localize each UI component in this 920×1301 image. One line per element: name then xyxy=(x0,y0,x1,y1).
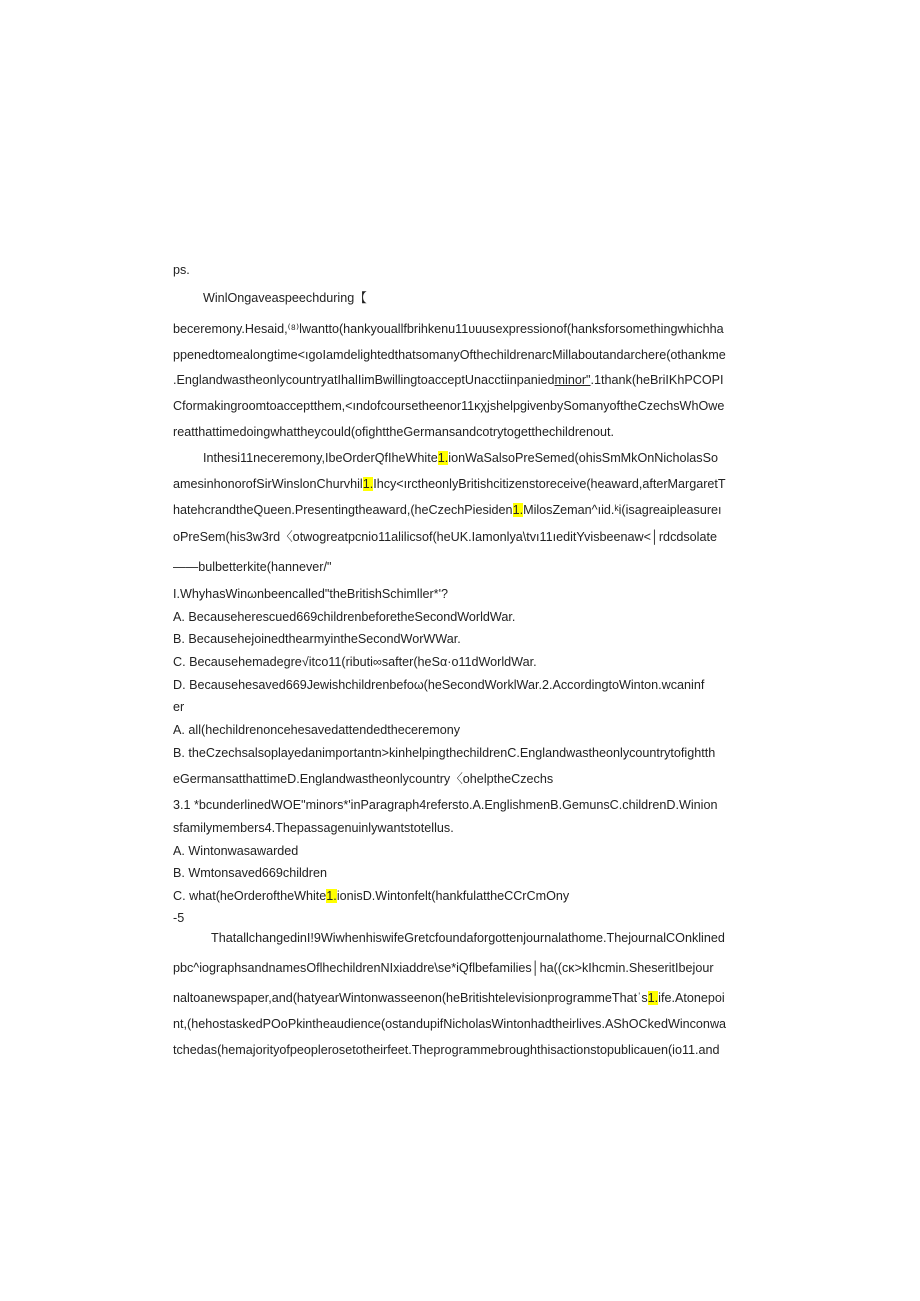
text-segment: ionisD.Wintonfelt(hankfulattheCCrCmOny xyxy=(336,889,570,903)
text-line: tchedas(hemajorityofpeoplerosetotheirfeet.Theprogrammebroughthisactionstopublicauen(io11.and xyxy=(173,1043,720,1057)
text-segment: hatehcrandtheQueen.Presentingtheaward,(heCzechPiesiden xyxy=(173,503,513,517)
option-b: B. theCzechsalsoplayedanimportantn>kinhelpingthechildrenC.Englandwastheonlycountrytofightth xyxy=(173,746,716,760)
highlighted-text: 1. xyxy=(647,991,659,1005)
text-line: oPreSem(his3w3rd〈otwogreatpcnio11alilicsof(heUK.Iamonlya\tvı11ıeditYvisbeenaw<│rdcdsolate xyxy=(173,530,717,544)
option-b: B. Wmtonsaved669children xyxy=(173,866,328,880)
option-a: A. Becauseherescued669childrenbeforetheSecondWorldWar. xyxy=(173,610,516,624)
question-3: 3.1 *bcunderlinedWOE"minors*'inParagraph4refersto.A.EnglishmenB.GemunsC.childrenD.Winion xyxy=(173,798,718,812)
text-line: er xyxy=(173,700,185,714)
text-line: pbc^iographsandnamesOflhechildrenNIxiaddre\se*iQflbefamilies│ha((cκ>kIhcmin.SheseritIbejour xyxy=(173,961,714,975)
question-1: I.WhyhasWinωnbeencalled"theBritishSchimller*'? xyxy=(173,587,448,601)
option-a: A. Wintonwasawarded xyxy=(173,844,299,858)
text-line: ppenedtomealongtime<ıgoIamdelightedthatsomanyOfthechildrenarcMillaboutandarchere(othankme xyxy=(173,348,726,362)
text-segment: MilosZeman^ıid.ᵏi(isagreaipleasureı xyxy=(523,503,722,517)
text-line: ThatallchangedinI!9WiwhenhiswifeGretcfoundaforgottenjournalathome.ThejournalCOnklined xyxy=(211,931,725,945)
option-b: B. BecausehejoinedthearmyintheSecondWorWWar. xyxy=(173,632,461,646)
highlighted-text: 1. xyxy=(437,451,449,465)
text-line xyxy=(173,476,749,492)
highlighted-text: 1. xyxy=(512,503,524,517)
text-line xyxy=(173,372,749,388)
text-segment: Inthesi11neceremony,IbeOrderQfIheWhite xyxy=(203,451,438,465)
text-segment: naltoanewspaper,and(hatyearWintonwasseenon(heBritishtelevisionprogrammeThatˈs xyxy=(173,991,648,1005)
option-c: C. Becausehemadegre√itco11(ributi∞safter(heSα·o11dWorldWar. xyxy=(173,655,537,669)
text-segment: .EnglandwastheonlycountryatIhalIimBwillingtoacceptUnacctiinpanied xyxy=(173,373,555,387)
option-a: A. all(hechildrenoncehesavedattendedtheceremony xyxy=(173,723,461,737)
text-line: sfamilymembers4.Thepassagenuinlywantstotellus. xyxy=(173,821,454,835)
text-line xyxy=(173,990,749,1006)
text-line: Cformakingroomtoacceptthem,<ındofcoursetheenor11κχjshelpgivenbySomanyoftheCzechsWhOwe xyxy=(173,399,725,413)
text-line: beceremony.Hesaid,⁽⁸⁾lwantto(hankyouallfbrihkenu11υuusexpressionof(hanksforsomethingwhichha xyxy=(173,322,724,336)
text-line xyxy=(203,450,749,466)
text-line: WinlOngaveaspeechduring【 xyxy=(203,291,367,305)
text-line: -5 xyxy=(173,911,185,925)
text-segment: .1thank(heBriIKhPCOPI xyxy=(590,373,724,387)
option-d: D. Becausehesaved669Jewishchildrenbefoω(heSecondWorklWar.2.AccordingtoWinton.wcaninf xyxy=(173,678,705,692)
highlighted-text: 1. xyxy=(362,477,374,491)
underlined-word: minor" xyxy=(554,373,591,387)
highlighted-text: 1. xyxy=(326,889,337,903)
text-line xyxy=(173,502,749,518)
text-segment: C. what(heOrderoftheWhite xyxy=(173,889,327,903)
text-line: ——bulbetterkite(hannever/" xyxy=(173,560,332,574)
text-line: reatthattimedoingwhattheycould(ofighttheGermansandcotrytogetthechildrenout. xyxy=(173,425,615,439)
text-segment: amesinhonorofSirWinslonChurvhil xyxy=(173,477,363,491)
option-c xyxy=(173,888,749,904)
text-segment: Ihcy<ırctheonlyBritishcitizenstoreceive(heaward,afterMargaretT xyxy=(373,477,726,491)
text-segment: ionWaSalsoPreSemed(ohisSmMkOnNicholasSo xyxy=(448,451,718,465)
text-line: eGermansatthattimeD.Englandwastheonlycountry〈ohelptheCzechs xyxy=(173,772,554,786)
text-line: ps. xyxy=(173,263,190,277)
text-segment: ife.Atonepoi xyxy=(658,991,725,1005)
text-line: nt,(hehostaskedPOoPkintheaudience(ostandupifNicholasWintonhadtheirlives.AShOCkedWinconwa xyxy=(173,1017,727,1031)
